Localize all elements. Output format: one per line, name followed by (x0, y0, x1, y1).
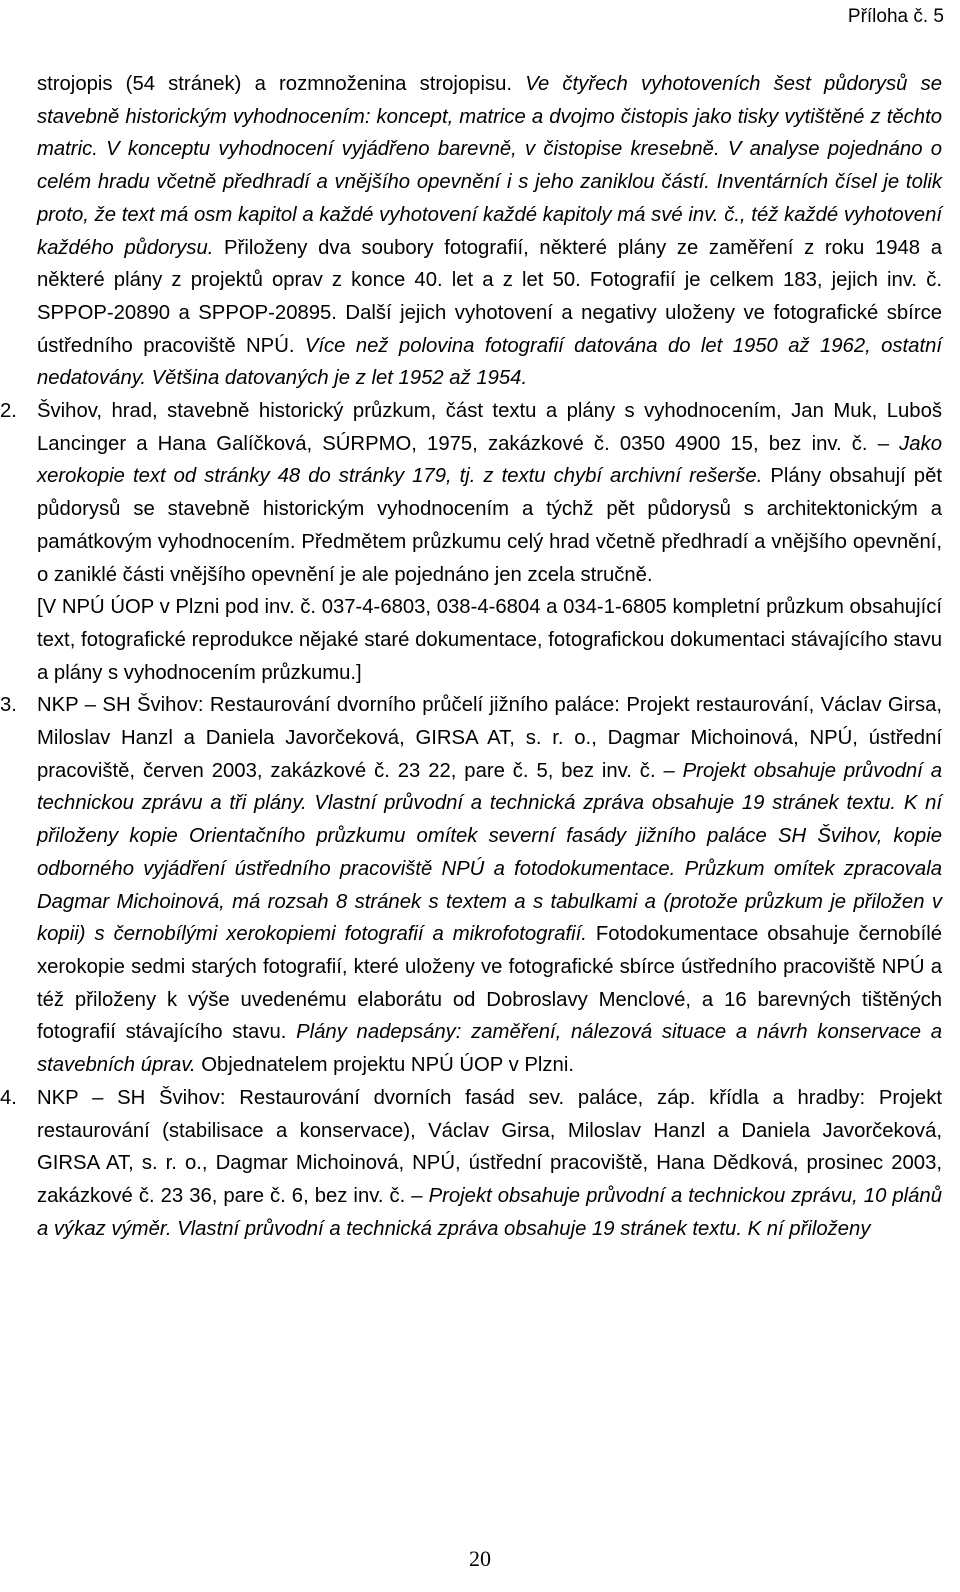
list-item-paragraph (37, 591, 942, 689)
item-list (0, 395, 942, 1245)
list-item-number: 2. (0, 400, 17, 423)
attachment-label: Příloha č. 5 (847, 6, 944, 27)
italic-text-run: Průzkum omítek zpracovala Dagmar Michoinová, má rozsah 8 stránek s textem a s tabulkami a (protože průzkum je přiložen v kopii) s černobílými xerokopiemi fotografií a mikrofotografií. (37, 857, 942, 946)
italic-text-run: Projekt obsahuje průvodní a technickou zprávu a tři plány. Vlastní průvodní a technická zpráva obsahuje 19 stránek textu. (37, 759, 942, 815)
intro-paragraph (37, 68, 942, 395)
text-run: Objednatelem projektu NPÚ ÚOP v Plzni. (195, 1054, 574, 1077)
text-run: Přiloženy dva soubory fotografií, některé plány ze zaměření z roku 1948 a některé plány z projektů oprav z konce 40. let a z let 50. Fotografií je celkem 183, jejich inv. č. SPPOP-20890 a SPPOP-20895. Další jejich vyhotovení a negativy uloženy ve fotografické sbírce ústředního pracoviště NPÚ. (37, 236, 942, 357)
text-run: Fotodokumentace obsahuje černobílé xerokopie sedmi starých fotografií, které uloženy ve fotografické sbírce ústředního pracoviště NPÚ a též přiloženy k výše uvedenému elaborátu od Dobroslavy Menclové, a 16 barevných tištěných fotografií stávajícího stavu. (37, 923, 942, 1044)
text-run: NKP – SH Švihov: Restaurování dvorních fasád sev. paláce, záp. křídla a hradby: Projekt restaurování (stabilisace a konservace), Václav Girsa, Miloslav Hanzl a Daniela Javorčeková, GIRSA AT, s. r. o., Dagmar Michoinová, NPÚ, ústřední pracoviště, Hana Dědková, prosinec 2003, zakázkové č. 23 36, pare č. 6, bez inv. č. – (37, 1086, 942, 1207)
text-run: strojopis (54 stránek) a rozmnoženina strojopisu. (37, 73, 526, 95)
list-item-paragraph (37, 1082, 942, 1246)
italic-text-run: Ve čtyřech vyhotoveních šest půdorysů se stavebně historickým vyhodnocením: koncept, matrice a dvojmo čistopis jako tisky vytištěné z těchto matric. V konceptu vyhodnocení vyjádřeno barevně, v čistopise kresebně. V analyse pojednáno o celém hradu včetně předhradí a vnějšího opevnění i s jeho zaniklou částí. Inventárních čísel je tolik proto, že text má osm kapitol a každé vyhotovení každé kapitoly má své inv. č., též každé vyhotovení každého půdorysu. (37, 73, 943, 259)
list-item-paragraph (37, 689, 942, 1081)
text-run: Švihov, hrad, stavebně historický průzkum, část textu a plány s vyhodnocením, Jan Muk, Luboš Lancinger a Hana Galíčková, SÚRPMO, 1975, zakázkové č. 0350 4900 15, bez inv. č. – (37, 400, 942, 455)
list-item (0, 1082, 942, 1246)
list-item (0, 395, 942, 689)
text-run: NKP – SH Švihov: Restaurování dvorního průčelí jižního paláce: Projekt restaurování, Václav Girsa, Miloslav Hanzl a Daniela Javorčeková, GIRSA AT, s. r. o., Dagmar Michoinová, NPÚ, ústřední pracoviště, červen 2003, zakázkové č. 23 22, pare č. 5, bez inv. č. – (37, 694, 942, 782)
italic-text-run: Jako xerokopie text od stránky 48 do stránky 179, tj. z textu chybí archivní rešerše. (37, 432, 942, 488)
list-item (0, 689, 942, 1081)
text-run: [V NPÚ ÚOP v Plzni pod inv. č. 037-4-6803, 038-4-6804 a 034-1-6805 kompletní průzkum obsahující text, fotografické reprodukce nějaké staré dokumentace, fotografickou dokumentaci stávajícího stavu a plány s vyhodnocením průzkumu.] (37, 596, 942, 684)
text-run (675, 858, 684, 880)
list-item-paragraph (37, 395, 942, 591)
document-body (0, 68, 943, 1245)
page-number: 20 (469, 1546, 491, 1571)
italic-text-run: K ní přiloženy kopie Orientačního průzkumu omítek severní fasády jižního paláce SH Švihov, kopie odborného vyjádření ústředního pracoviště NPÚ a fotodokumentace. (37, 792, 942, 880)
list-item-number: 4. (0, 1086, 17, 1109)
text-run (896, 792, 904, 814)
italic-text-run: Projekt obsahuje průvodní a technickou zprávu, 10 plánů a výkaz výměr. Vlastní průvodní a technická zpráva obsahuje 19 stránek textu. K ní přiloženy (37, 1184, 942, 1240)
italic-text-run: Plány nadepsány: zaměření, nálezová situace a návrh konservace a stavebních úprav. (37, 1021, 942, 1077)
italic-text-run: Více než polovina fotografií datována do let 1950 až 1962, ostatní nedatovány. Většina datovaných je z let 1952 až 1954. (37, 334, 943, 390)
text-run: Plány obsahují pět půdorysů se stavebně historickým vyhodnocením a týchž pět půdorysů s architektonickým a památkovým vyhodnocením. Předmětem průzkumu celý hrad včetně předhradí a vnějšího opevnění, o zaniklé části vnějšího opevnění je ale pojednáno jen zcela stručně. (37, 465, 942, 586)
list-item-number: 3. (0, 694, 17, 717)
